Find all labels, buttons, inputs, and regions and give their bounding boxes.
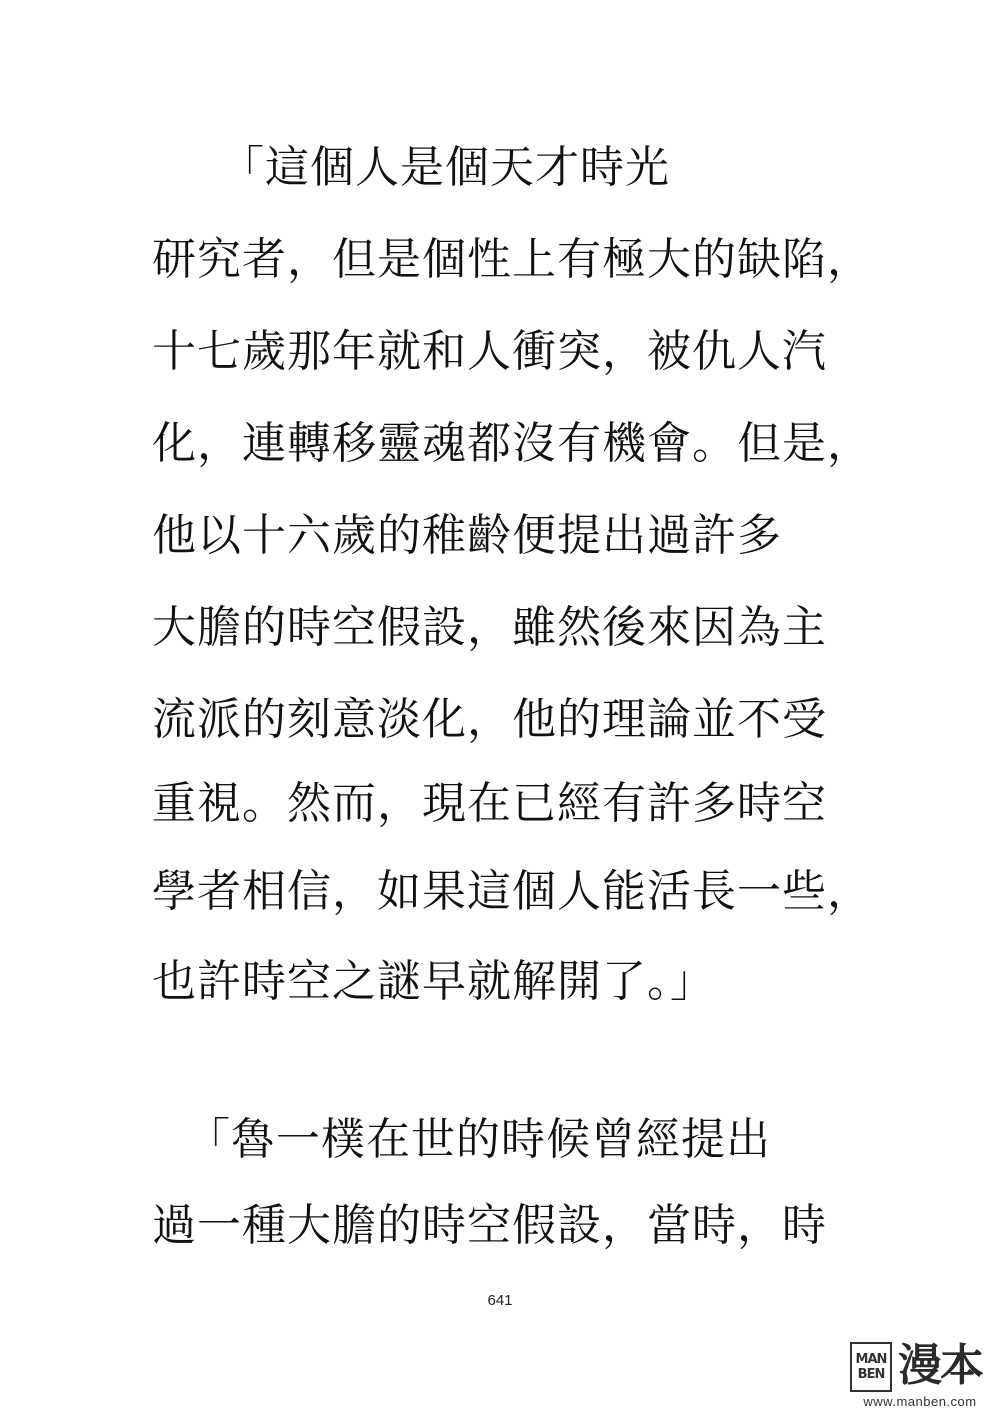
- text-line: 「這個人是個天才時光: [152, 142, 670, 193]
- text-line: 研究者，但是個性上有極大的缺陷，: [152, 234, 872, 285]
- page-number: 641: [487, 1292, 513, 1309]
- text-line: 過一種大膽的時空假設，當時，時: [152, 1200, 827, 1251]
- watermark-logo-bottom: BEN: [857, 1367, 885, 1382]
- text-line: 重視。然而，現在已經有許多時空: [152, 778, 827, 829]
- text-line: 十七歲那年就和人衝突，被仇人汽: [152, 326, 827, 377]
- text-line: 「魯一樸在世的時候曾經提出: [186, 1114, 771, 1165]
- text-line: 學者相信，如果這個人能活長一些，: [152, 866, 872, 917]
- text-line: 他以十六歲的稚齡便提出過許多: [152, 510, 782, 561]
- watermark-logo-icon: [850, 1342, 892, 1392]
- text-line: 流派的刻意淡化，他的理論並不受: [152, 694, 827, 745]
- text-line: 也許時空之謎早就解開了。」: [152, 956, 715, 1007]
- text-line: 大膽的時空假設，雖然後來因為主: [152, 602, 827, 653]
- site-watermark: [850, 1342, 990, 1410]
- watermark-logo-top: MAN: [855, 1352, 887, 1367]
- text-line: 化，連轉移靈魂都沒有機會。但是，: [152, 418, 872, 469]
- watermark-url: www.manben.com: [863, 1394, 977, 1409]
- watermark-title: 漫本: [898, 1340, 982, 1391]
